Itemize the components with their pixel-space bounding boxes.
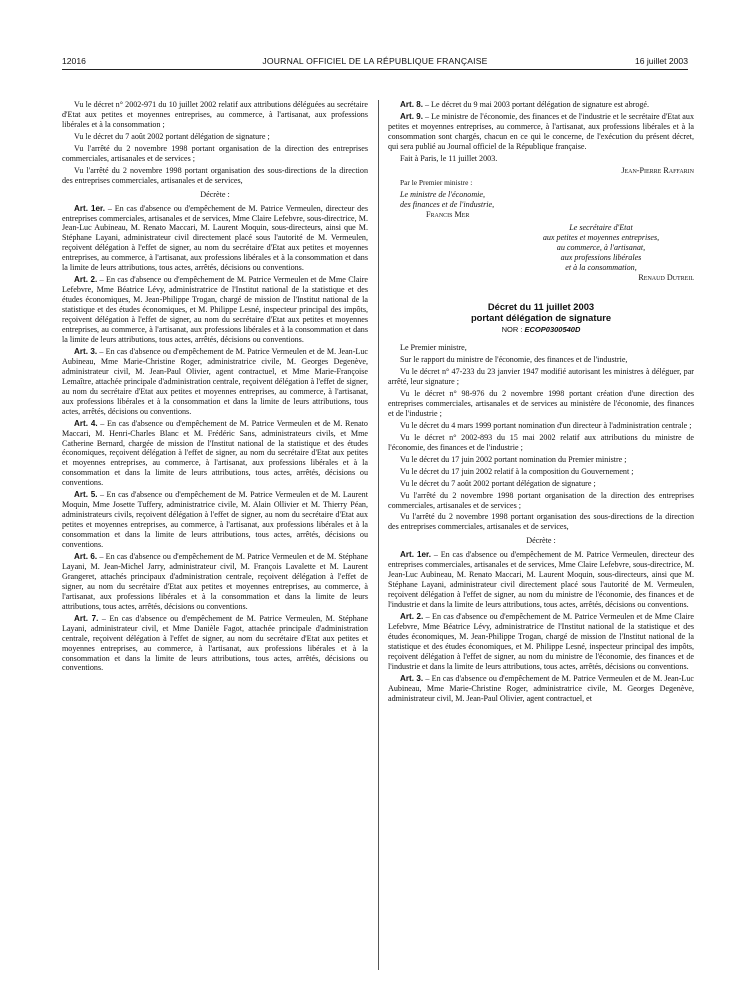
article-label: Art. 3. xyxy=(400,673,424,683)
minister-name: Francis Mer xyxy=(426,209,470,219)
sec-title-1: Le secrétaire d'Etat xyxy=(569,223,633,233)
sec-title-4: aux professions libérales xyxy=(560,253,642,263)
article-paragraph xyxy=(62,552,368,612)
article-text: – En cas d'absence ou d'empêchement de M. Patrice Vermeulen et de Mme Claire Lefebvre, Mme Béatrice Lévy, administratrice de l'Institut national de la statistique et des études économiques, M. Jean-Philippe Trogan, chargé de mission de l'Institut national de la statistique et des études économiques, et M. Philippe Lesné, inspecteur principal des impôts, reçoivent délégation à l'effet de signer, au nom du secrétaire d'Etat aux petites et moyennes entreprises, au commerce, à l'artisanat, aux professions libérales et à la consommation et dans la limite de leurs attributions, tous actes, arrêtés, décisions ou conventions. xyxy=(62,275,368,344)
visa-paragraph: Vu l'arrêté du 2 novembre 1998 portant organisation des sous-directions de la direction des entreprises commerciales, artisanales et de services, xyxy=(62,165,368,185)
right-decrete: Décrète : xyxy=(526,536,556,546)
visa-paragraph: Vu le décret n° 2002-971 du 10 juillet 2002 relatif aux attributions déléguées au secrétaire d'Etat aux petites et moyennes entreprises, au commerce, à l'artisanat, aux professions libérales et à la consommation ; xyxy=(62,100,368,129)
decree2-title xyxy=(388,301,694,323)
article-text: – En cas d'absence ou d'empêchement de M. Patrice Vermeulen et de M. Jean-Luc Aubineau, Mme Marie-Christine Roger, administratrice civile, M. Georges Degenève, administrateur civil, M. Jean-Paul Olivier, agent contractuel, et xyxy=(388,673,694,703)
visa-paragraph: Vu le décret du 17 juin 2002 relatif à la composition du Gouvernement ; xyxy=(400,466,634,476)
article-label: Art. 6. xyxy=(74,551,98,561)
visa-paragraph: Vu le décret du 17 juin 2002 portant nomination du Premier ministre ; xyxy=(400,454,627,464)
visa-paragraph: Vu le décret du 7 août 2002 portant délégation de signature ; xyxy=(74,131,270,141)
article-label: Art. 4. xyxy=(74,418,98,428)
article-label: Art. 8. xyxy=(400,100,423,109)
nor-code: ECOP0300540D xyxy=(524,325,581,335)
nor-label: NOR : xyxy=(501,325,525,335)
decree2-title-1: Décret du 11 juillet 2003 xyxy=(487,301,595,313)
header-rule xyxy=(62,69,688,70)
left-visas xyxy=(62,100,368,186)
sec-title-3: au commerce, à l'artisanat, xyxy=(556,243,646,253)
article-text: – En cas d'absence ou d'empêchement de M. Patrice Vermeulen, directeur des entreprises commerciales, artisanales et de services, Mme Claire Lefebvre, sous-directrice, M. Jean-Luc Aubineau, M. Renato Maccari, M. Laurent Moquin, sous-directeurs, ainsi que M. Stéphane Layani, administrateur civil directement placé sous l'autorité de M. Vermeulen, reçoivent délégation à l'effet de signer, au nom du ministre de l'économie, des finances et de l'industrie et dans la limite de leurs attributions, tous actes, arrêtés, décisions ou conventions. xyxy=(388,550,694,610)
article-label: Art. 5. xyxy=(74,490,98,500)
article-label: Art. 9. xyxy=(400,111,423,121)
decree2-title-2: portant délégation de signature xyxy=(470,312,612,324)
article-paragraph xyxy=(388,112,694,152)
visa-paragraph: Vu le décret du 7 août 2002 portant délégation de signature ; xyxy=(400,478,596,488)
sec-title-2: aux petites et moyennes entreprises, xyxy=(542,233,660,243)
sec-title-5: et à la consommation, xyxy=(565,263,637,273)
left-articles xyxy=(62,204,368,674)
minister-block xyxy=(400,190,694,220)
article-paragraph xyxy=(62,275,368,345)
article-paragraph xyxy=(62,614,368,674)
page-number: 12016 xyxy=(62,56,86,66)
minister-title-1: Le ministre de l'économie, xyxy=(400,189,486,199)
minister-title-2: des finances et de l'industrie, xyxy=(400,199,495,209)
journal-title: JOURNAL OFFICIEL DE LA RÉPUBLIQUE FRANÇAISE xyxy=(262,56,488,66)
article-text: – Le ministre de l'économie, des finances et de l'industrie et le secrétaire d'Etat aux petites et moyennes entreprises, au commerce, à l'artisanat, aux professions libérales et à la consommation sont chargés, chacun en ce qui le concerne, de l'exécution du présent décret, qui sera publié au Journal officiel de la République française. xyxy=(388,111,694,151)
left-column xyxy=(62,100,368,675)
right-column xyxy=(388,100,694,706)
article-paragraph xyxy=(62,490,368,550)
article-text: – En cas d'absence ou d'empêchement de M. Patrice Vermeulen et de M. Stéphane Layani, M. Jean-Michel Jarry, administrateur civil, M. François Lavalette et M. Laurent Grangeret, attachés principaux d'administration centrale, reçoivent délégation à l'effet de signer, au nom du secrétaire d'Etat aux petites et moyennes entreprises, au commerce, à l'artisanat, aux professions libérales et à la consommation et dans la limite de leurs attributions, tous actes, arrêtés, décisions ou conventions. xyxy=(62,551,368,611)
article-label: Art. 1er. xyxy=(400,550,431,560)
visa-paragraph: Le Premier ministre, xyxy=(400,343,467,353)
visa-paragraph: Sur le rapport du ministre de l'économie, des finances et de l'industrie, xyxy=(400,355,628,365)
article-paragraph xyxy=(388,674,694,704)
visa-paragraph: Vu l'arrêté du 2 novembre 1998 portant organisation des sous-directions de la direction des entreprises commerciales, artisanales et de services, xyxy=(388,512,694,532)
article-text: – En cas d'absence ou d'empêchement de M. Patrice Vermeulen et de M. Laurent Moquin, Mme Josette Tuffery, administratrice civile, M. Alain Ollivier et M. Thierry Péan, administrateurs civils, reçoivent délégation à l'effet de signer, au nom du secrétaire d'Etat aux petites et moyennes entreprises, au commerce, à l'artisanat, aux professions libérales et à la consommation et dans la limite de leurs attributions, tous actes, arrêtés, décisions ou conventions. xyxy=(62,490,368,550)
par-le-premier-ministre: Par le Premier ministre : xyxy=(400,177,473,187)
right-articles-2 xyxy=(388,550,694,703)
secretary-name: Renaud Dutreil xyxy=(638,273,694,283)
visa-paragraph: Vu l'arrêté du 2 novembre 1998 portant organisation de la direction des entreprises commerciales, artisanales et de services ; xyxy=(388,490,694,510)
article-label: Art. 1er. xyxy=(74,203,105,213)
done-at: Fait à Paris, le 11 juillet 2003. xyxy=(400,153,498,163)
column-divider xyxy=(378,100,379,970)
article-paragraph xyxy=(62,204,368,274)
article-text: – Le décret du 9 mai 2003 portant délégation de signature est abrogé. xyxy=(422,100,650,109)
article-label: Art. 2. xyxy=(74,275,98,285)
article-text: – En cas d'absence ou d'empêchement de M. Patrice Vermeulen, M. Stéphane Layani, administrateur civil, et Mme Danièle Fagot, attachée principale d'administration centrale, reçoivent délégation à l'effet de signer, au nom du secrétaire d'Etat aux petites et moyennes entreprises, au commerce, à l'artisanat, aux professions libérales et à la consommation et dans la limite de leurs attributions, tous actes, arrêtés, décisions ou conventions. xyxy=(62,613,368,673)
left-decrete: Décrète : xyxy=(200,189,230,199)
right-visas xyxy=(388,343,694,532)
article-label: Art. 3. xyxy=(74,346,98,356)
nor-line xyxy=(388,325,694,335)
article-text: – En cas d'absence ou d'empêchement de M. Patrice Vermeulen et de M. Jean-Luc Aubineau, Mme Marie-Christine Roger, administratrice civile, M. Georges Degenève, administrateur civil, M. Jean-Paul Olivier, agent contractuel, et Mme Marie-Françoise Lemaître, attachée principale d'administration centrale, reçoivent délégation à l'effet de signer, au nom du secrétaire d'Etat aux petites et moyennes entreprises, au commerce, à l'artisanat, aux professions libérales et à la consommation et dans la limite de leurs attributions, tous actes, arrêtés, décisions ou conventions. xyxy=(62,346,368,416)
issue-date: 16 juillet 2003 xyxy=(634,56,688,66)
visa-paragraph: Vu le décret n° 2002-893 du 15 mai 2002 relatif aux attributions du ministre de l'économie, des finances et de l'industrie ; xyxy=(388,432,694,452)
article-label: Art. 2. xyxy=(400,612,424,622)
visa-paragraph: Vu le décret n° 98-976 du 2 novembre 1998 portant création d'une direction des entreprises commerciales, artisanales et de services au ministère de l'économie, des finances et de l'industrie ; xyxy=(388,388,694,418)
visa-paragraph: Vu le décret n° 47-233 du 23 janvier 1947 modifié autorisant les ministres à déléguer, par arrêté, leur signature ; xyxy=(388,367,694,387)
pm-signature: Jean-Pierre Raffarin xyxy=(621,165,694,175)
article-label: Art. 7. xyxy=(74,613,99,623)
visa-paragraph: Vu le décret du 4 mars 1999 portant nomination d'un directeur à l'administration centrale ; xyxy=(400,420,692,430)
article-paragraph xyxy=(62,347,368,417)
secretary-block xyxy=(508,223,694,283)
article-paragraph xyxy=(388,550,694,610)
article-text: – En cas d'absence ou d'empêchement de M. Patrice Vermeulen, directeur des entreprises commerciales, artisanales et de services, Mme Claire Lefebvre, sous-directrice, M. Jean-Luc Aubineau, M. Renato Maccari, M. Laurent Moquin, sous-directeurs, ainsi que M. Stéphane Layani, administrateur civil directement placé sous l'autorité de M. Vermeulen, reçoivent délégation à l'effet de signer, au nom du secrétaire d'Etat aux petites et moyennes entreprises, au commerce, à l'artisanat, aux professions libérales et à la consommation et dans la limite de leurs attributions, tous actes, arrêtés, décisions ou conventions. xyxy=(62,203,368,273)
right-articles xyxy=(388,100,694,152)
article-paragraph xyxy=(388,612,694,672)
page-header xyxy=(62,56,688,70)
article-paragraph xyxy=(388,100,694,110)
article-paragraph xyxy=(62,419,368,489)
article-text: – En cas d'absence ou d'empêchement de M. Patrice Vermeulen et de M. Renato Maccari, M. Henri-Charles Blanc et M. Frédéric Sans, administrateurs civils, et Mme Catherine Bernard, chargée de mission de l'Institut national de la statistique et des études économiques, reçoivent délégation à l'effet de signer, au nom du secrétaire d'Etat aux petites et moyennes entreprises, au commerce, à l'artisanat, aux professions libérales et à la consommation et dans la limite de leurs attributions, tous actes, arrêtés, décisions ou conventions. xyxy=(62,418,368,488)
visa-paragraph: Vu l'arrêté du 2 novembre 1998 portant organisation de la direction des entreprises commerciales, artisanales et de services ; xyxy=(62,143,368,163)
article-text: – En cas d'absence ou d'empêchement de M. Patrice Vermeulen et de Mme Claire Lefebvre, Mme Béatrice Lévy, administratrice de l'Institut national de la statistique et des études économiques, M. Jean-Philippe Trogan, chargé de mission de l'Institut national de la statistique et des études économiques, et M. Philippe Lesné, inspecteur principal des impôts, reçoivent délégation à l'effet de signer, au nom du ministre de l'économie, des finances et de l'industrie et dans la limite de leurs attributions, tous actes, arrêtés, décisions ou conventions. xyxy=(388,612,694,671)
